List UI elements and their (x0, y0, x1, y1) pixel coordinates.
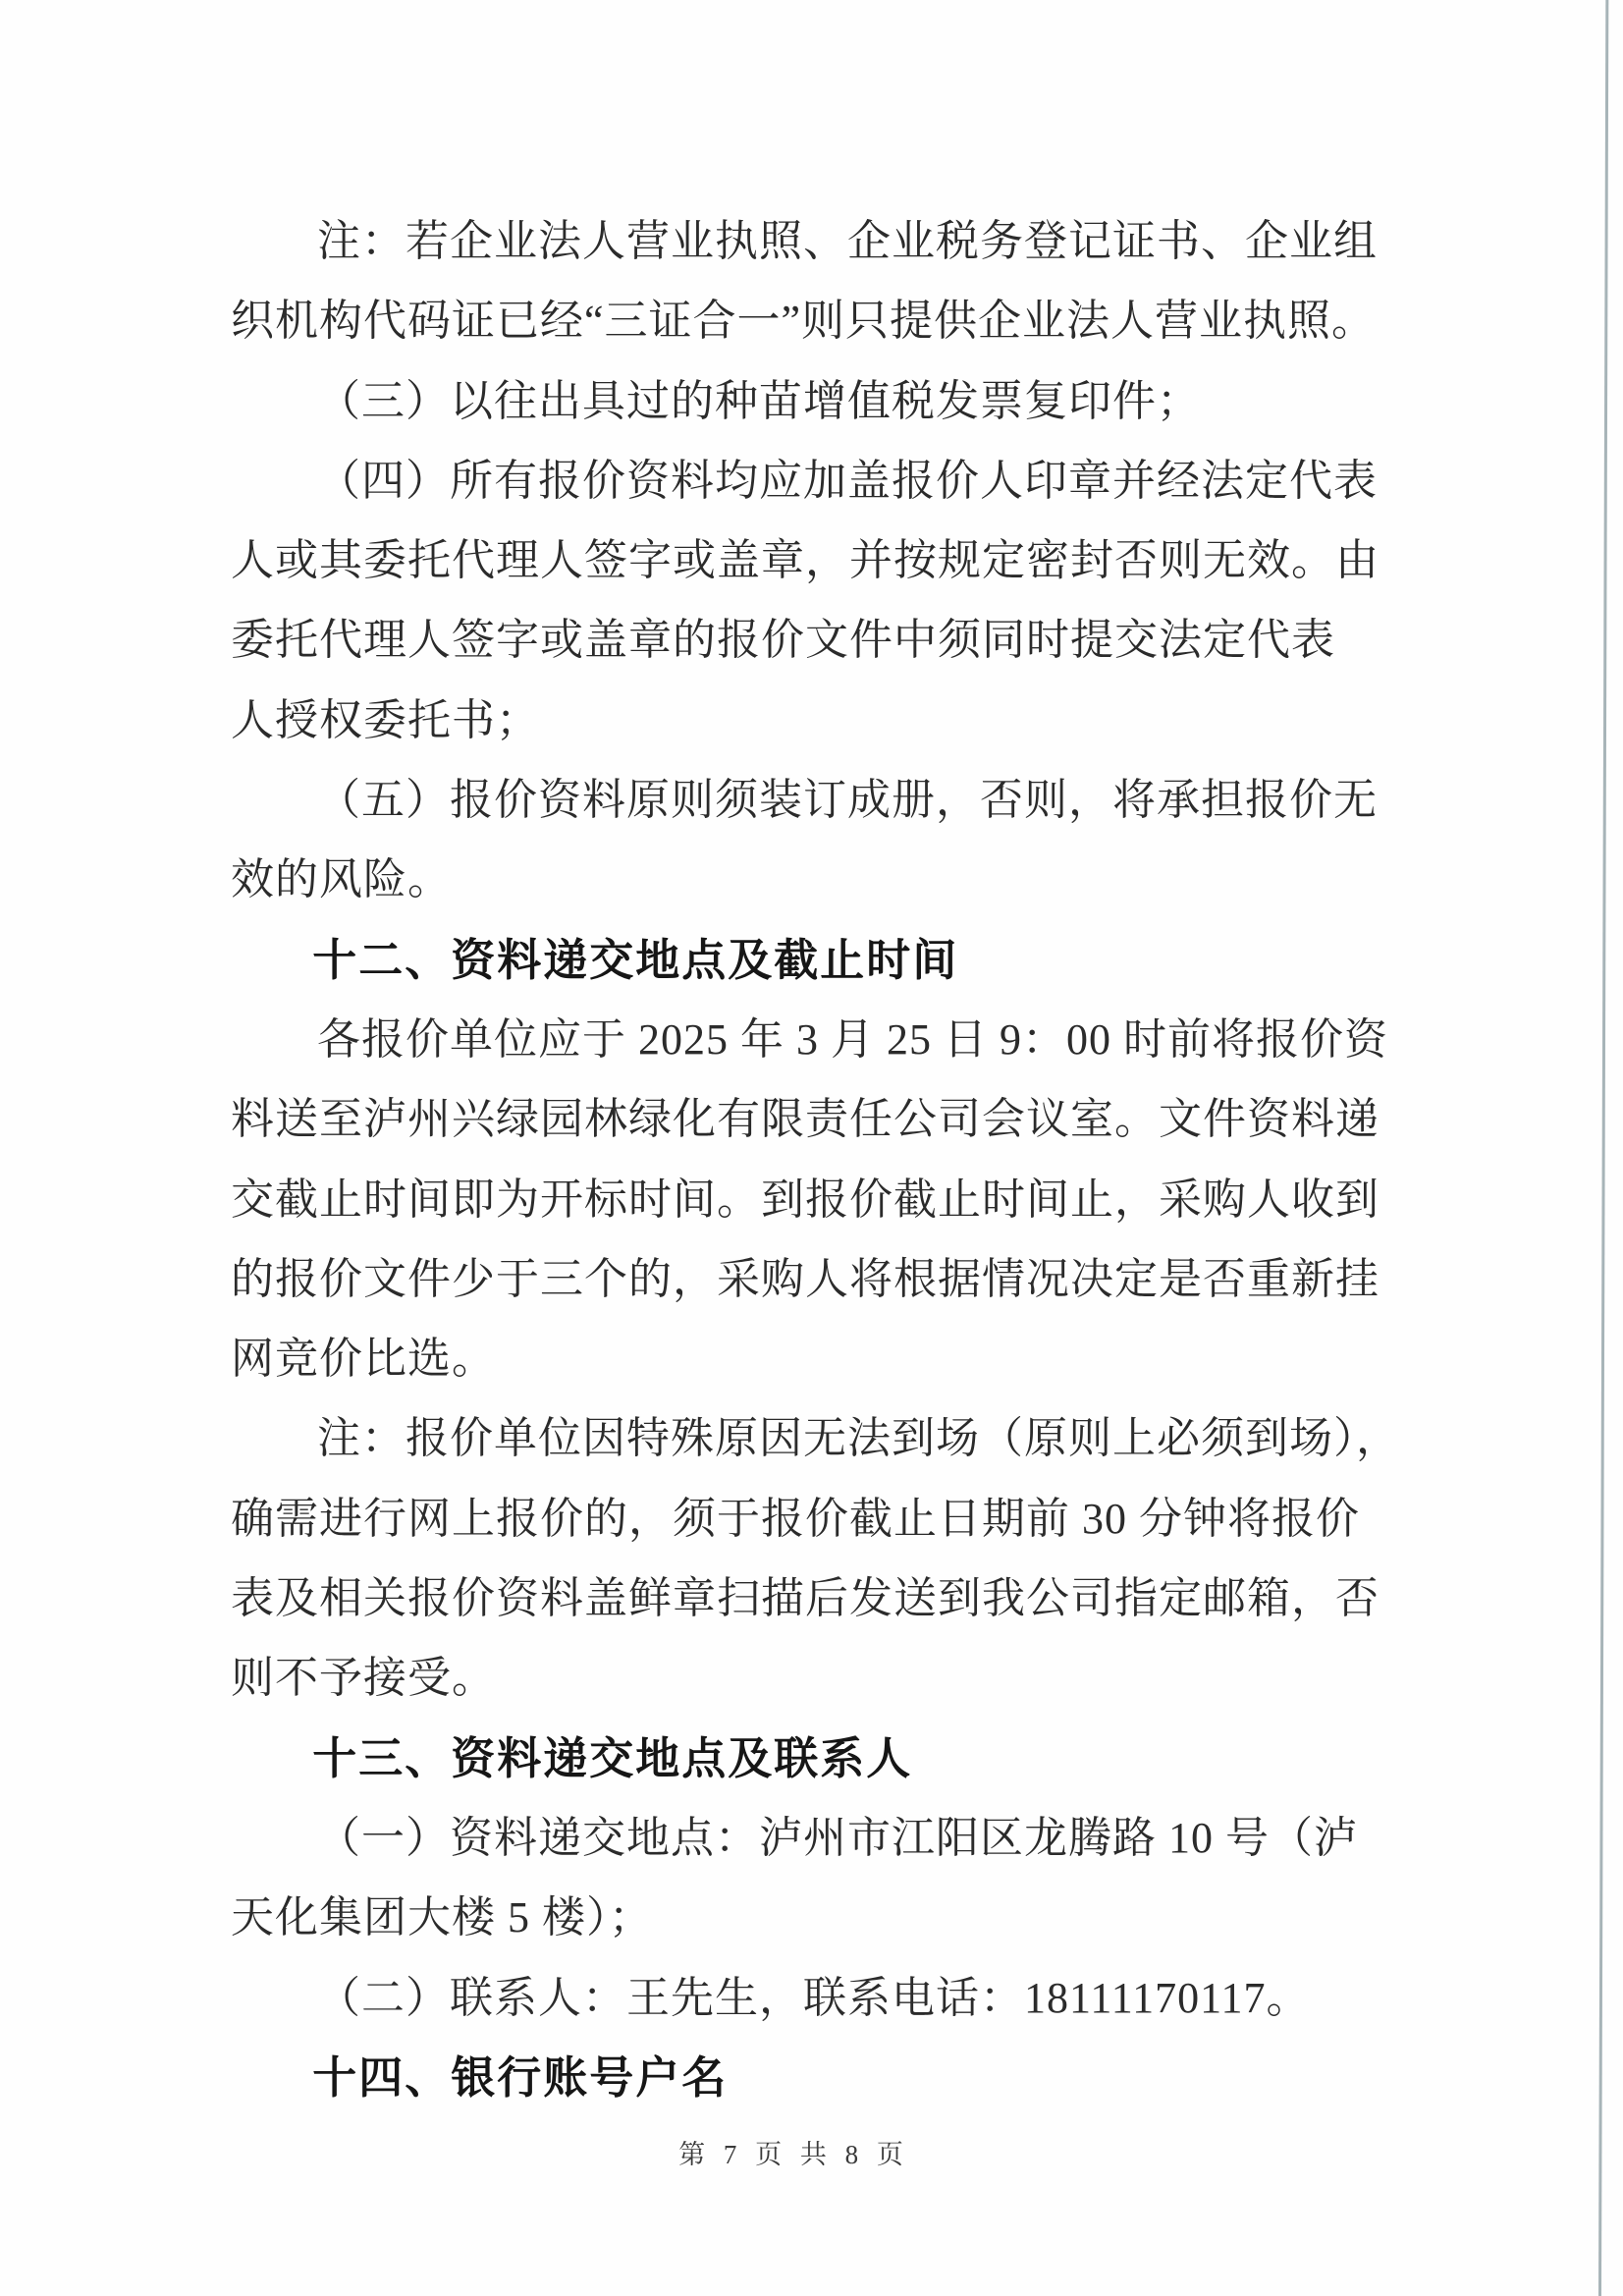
paragraph-line: 效的风险。 (231, 855, 452, 904)
paragraph-line: （一）资料递交地点：泸州市江阳区龙腾路 10 号（泸 (317, 1813, 1358, 1862)
paragraph-line: （四）所有报价资料均应加盖报价人印章并经法定代表 (317, 456, 1378, 505)
scan-edge-artifact (1598, 0, 1608, 2296)
paragraph-line: 注：若企业法人营业执照、企业税务登记证书、企业组 (317, 217, 1378, 265)
paragraph-line: 天化集团大楼 5 楼）； (231, 1893, 653, 1942)
paragraph-line: （三）以往出具过的种苗增值税发票复印件； (317, 376, 1201, 425)
paragraph-line: 表及相关报价资料盖鲜章扫描后发送到我公司指定邮箱，否 (231, 1574, 1380, 1623)
paragraph-line: 委托代理人签字或盖章的报价文件中须同时提交法定代表 (231, 616, 1335, 665)
section-heading-13: 十三、资料递交地点及联系人 (312, 1732, 913, 1783)
paragraph-line: 确需进行网上报价的，须于报价截止日期前 30 分钟将报价 (231, 1494, 1360, 1543)
paragraph-line: 的报价文件少于三个的，采购人将根据情况决定是否重新挂 (231, 1254, 1380, 1303)
paragraph-line: （二）联系人：王先生，联系电话：18111170117。 (317, 1973, 1311, 2022)
section-heading-14: 十四、银行账号户名 (312, 2051, 729, 2103)
paragraph-line: 各报价单位应于 2025 年 3 月 25 日 9：00 时前将报价资 (317, 1014, 1388, 1064)
paragraph-line: （五）报价资料原则须装订成册，否则，将承担报价无 (317, 776, 1378, 825)
page-footer: 第 7 页 共 8 页 (678, 2140, 909, 2169)
paragraph-line: 网竞价比选。 (231, 1335, 496, 1384)
paragraph-line: 交截止时间即为开标时间。到报价截止时间止，采购人收到 (231, 1175, 1380, 1224)
paragraph-line: 织机构代码证已经“三证合一”则只提供企业法人营业执照。 (231, 297, 1377, 346)
paragraph-line: 人授权委托书； (231, 695, 540, 744)
paragraph-line: 人或其委托代理人签字或盖章，并按规定密封否则无效。由 (231, 536, 1380, 585)
paragraph-line: 注：报价单位因特殊原因无法到场（原则上必须到场）， (317, 1414, 1400, 1463)
document-text-block (231, 201, 1400, 2117)
paragraph-line: 则不予接受。 (231, 1654, 496, 1703)
section-heading-12: 十二、资料递交地点及截止时间 (312, 934, 959, 985)
paragraph-line: 料送至泸州兴绿园林绿化有限责任公司会议室。文件资料递 (231, 1095, 1380, 1144)
